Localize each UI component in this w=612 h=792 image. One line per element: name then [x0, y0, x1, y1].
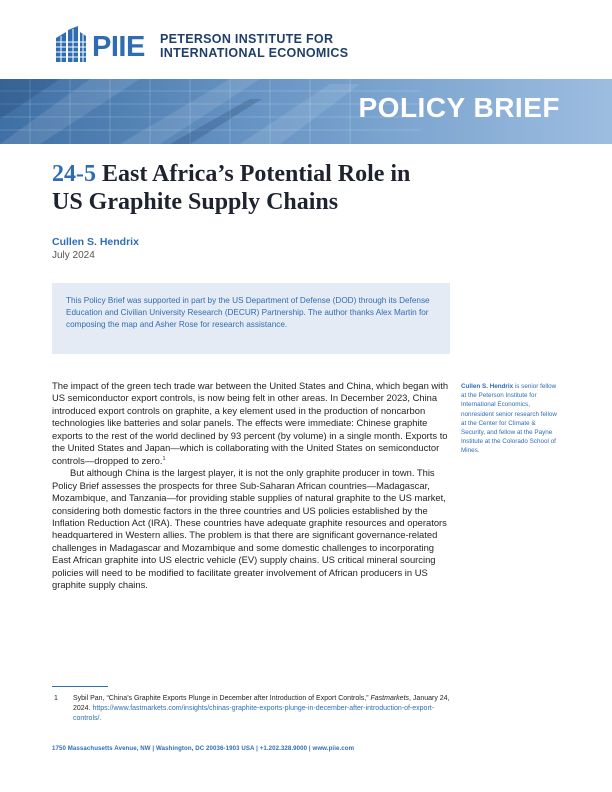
- org-acronym: PIIE: [92, 31, 145, 63]
- page-title: [52, 160, 532, 216]
- footnote-source: Fastmarkets: [370, 695, 410, 702]
- title-text-line1: East Africa’s Potential Role in: [102, 161, 411, 187]
- policy-brief-banner: [0, 79, 612, 144]
- banner-label: POLICY BRIEF: [358, 92, 560, 123]
- page-footer: 1750 Massachusetts Avenue, NW | Washington, DC 20036-1903 USA | +1.202.328.9000 | www.piie.com: [52, 745, 355, 752]
- footnote-divider: [52, 686, 108, 687]
- author-bio-text: is senior fellow at the Peterson Institute for International Economics, nonresident senior research fellow at the Center for Climate & Security, and fellow at the Payne Institute at the Colorado School of Mines.: [461, 383, 557, 455]
- footnote-date: , January 24, 2024.: [73, 695, 450, 712]
- building-logo-icon: [52, 26, 88, 64]
- org-name: [160, 33, 348, 60]
- footnote-text: [73, 694, 462, 723]
- support-note-box: [52, 283, 450, 354]
- brief-number: 24-5: [52, 161, 96, 187]
- footnote-ref-1[interactable]: 1: [162, 455, 166, 462]
- author-bio-name: Cullen S. Hendrix: [461, 383, 514, 390]
- support-note: This Policy Brief was supported in part by the US Department of Defense (DOD) through its Defense Education and Civilian University Research (DECUR) Partnership. The author thanks Alex Martin for composing the map and Asher Rose for research assistance.: [66, 296, 430, 330]
- footnote-citation: Sybil Pan, “China’s Graphite Exports Plunge in December after Introduction of Export Controls,”: [73, 695, 371, 702]
- body-text: [52, 380, 450, 592]
- piie-logo: [52, 26, 352, 68]
- author-bio-sidebar: [461, 382, 557, 456]
- title-line1: [52, 160, 532, 188]
- footnote-1: [52, 694, 462, 723]
- org-name-line1: PETERSON INSTITUTE FOR: [160, 32, 334, 46]
- org-name-line2: INTERNATIONAL ECONOMICS: [160, 45, 349, 60]
- body-paragraph-2: But although China is the largest player, it is not the only graphite producer in town. This Policy Brief assesses the prospects for three Sub-Saharan African countries—Madagascar, Mozambique, and Tanzania—for providing stable supplies of natural graphite to the US market, considering both domestic factors in the three countries and US policies established by the Inflation Reduction Act (IRA). These countries have adequate graphite resources and operators headquartered in Western allies. The problem is that there are significant governance-related challenges in Madagascar and Mozambique and some domestic challenges to incorporating East African graphite into US electric vehicle (EV) supply chains. US critical mineral sourcing policies will need to be modified to facilitate greater involvement of African producers in US graphite supply chains.: [52, 467, 447, 591]
- footnote-link[interactable]: https://www.fastmarkets.com/insights/chinas-graphite-exports-plunge-in-december-after-introduction-of-export-controls/.: [73, 704, 435, 722]
- author-name: Cullen S. Hendrix: [52, 236, 139, 248]
- title-text-line2: US Graphite Supply Chains: [52, 189, 339, 215]
- body-paragraph-1-text: The impact of the green tech trade war between the United States and China, which began with US semiconductor export controls, is now being felt in other areas. In December 2023, China introduced export controls on graphite, a key element used in the production of noncarbon technologies like batteries and solar panels. The effects were immediate: Chinese graphite exports to the rest of the world declined by 93 percent (by volume) in a single month. Exports to the United States and Japan—which is collaborating with the United States on semiconductor controls—dropped to zero.: [52, 380, 449, 466]
- publication-date: July 2024: [52, 250, 95, 261]
- body-paragraph-1: [52, 380, 450, 467]
- footnote-number: 1: [54, 695, 58, 702]
